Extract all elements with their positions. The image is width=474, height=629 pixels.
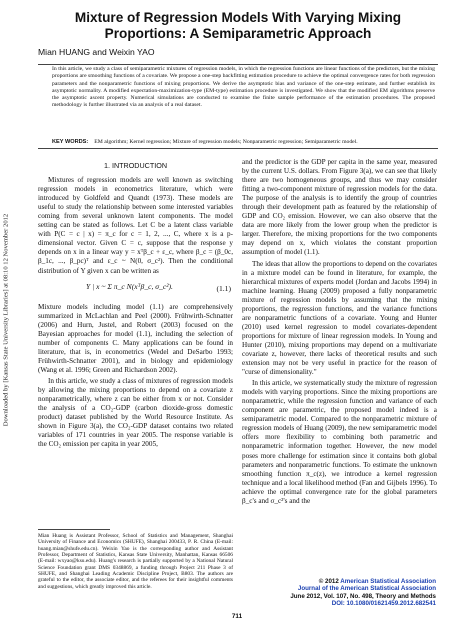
intro-paragraph-2: Mixture models including model (1.1) are comprehensively summarized in McLachlan and Peel (2000). Frühwirth-Schnatter (2006) and Hurn, Justel, and Robert (2003) focused on the Bayesian approaches for model (1.1), including the selection of number of components C. Many applications can be found in literature, that is, in econometrics (Wedel and DeSarbo 1993; Frühwirth-Schnatter 2001), and in biology and epidemiology (Wang et al. 1996; Green and Richardson 2002). xyxy=(38,302,233,374)
journal-name-link[interactable]: Journal of the American Statistical Association xyxy=(297,585,436,593)
keywords-label: KEY WORDS: xyxy=(52,139,89,145)
intro-paragraph-1: Mixtures of regression models are well known as switching regression models in econometrics literature, which were introduced by Goldfeld and Quandt (1973). These models are useful to study the relationship between some interested variables coming from several unknown latent components. The model setting can be stated as follows. Let C be a latent class variable with P(C = c | x) = π_c for c = 1, 2, ..., C, where x is a p-dimensional vector. Given C = c, suppose that the response y depends on x in a linear way y = xᵀβ_c + ε_c, where β_c = (β_0c, β_1c, ..., β_pc)ᵀ and ε_c ~ N(0, σ_c²). Then the conditional distribution of Y given x can be written as xyxy=(38,176,233,275)
page-number: 711 xyxy=(231,613,243,620)
right-column xyxy=(242,158,437,508)
authors: Mian HUANG and Weixin YAO xyxy=(38,47,155,57)
left-column xyxy=(38,158,233,451)
abstract-bottom-rule xyxy=(38,148,438,149)
equation-number: (1.1) xyxy=(216,283,231,293)
author-footnote: Mian Huang is Assistant Professor, School of Statistics and Management, Shanghai University of Finance and Economics (SHUFE), Shanghai 200433, P. R. China (E-mail: huang.mian@shufe.edu.cn). Weixin Yao is the corresponding author and Assistant Professor, Department of Statistics, Kansas State University, Manhattan, Kansas 66506 (E-mail: wxyao@ksu.edu). Huang's research is partially supported by a National Natural Science Foundation grant DMS 0348869, a funding through Project 211 Phase 3 of SHUFE, and Shanghai Leading Academic Discipline Project, B803. The authors are grateful to the editor, the associate editor, and the referees for their insightful comments and suggestions, which greatly improved this article. xyxy=(38,533,233,590)
intro-paragraph-3: In this article, we study a class of mixtures of regression models by allowing the mixing proportions to depend on a covariate z nonparametrically, where z can be either from x or not. Consider the analysis of a CO₂-GDP (carbon dioxide-gross domestic product) dataset published by the World Resource Institute. As shown in Figure 3(a), the CO₂-GDP dataset contains two related variables of 171 countries in year 2005. The response variable is the CO₂ emission per capita in year 2005, xyxy=(38,376,233,449)
copyright-line xyxy=(248,578,436,585)
doi-link[interactable]: DOI: 10.1080/01621459.2012.682541 xyxy=(331,600,436,608)
intro-paragraph-6: In this article, we systematically study the mixture of regression models with varying proportions. Since the mixing proportions are nonparametric, while the regression function and variance of each component are parametric, the proposed model indeed is a semiparametric model. Compared to the nonparametric mixture of regression models of Huang (2009), the new semiparametric model offers more flexibility to combining both parametric and nonparametric information together. However, the new model poses more challenge for estimation since it contains both global parameters and nonparametric functions. To estimate the unknown smoothing function π_c(z), we introduce a kernel regression technique and a local likelihood method (Fan and Gijbels 1996). To achieve the optimal convergence rate for the global parameters β_c's and σ_c²'s and the xyxy=(242,379,437,505)
keywords-line xyxy=(52,139,435,146)
download-notice: Downloaded by [Kansas State University Libraries] at 08:10 12 November 2012 xyxy=(2,213,10,427)
footnote-rule xyxy=(38,529,110,530)
intro-paragraph-5: The ideas that allow the proportions to depend on the covariates in a mixture model can be found in literature, for example, the hierarchical mixtures of experts model (Jordan and Jacobs 1994) in machine learning. Huang (2009) proposed a fully nonparametric mixture of regression models by assuming that the mixing proportions, the regression functions, and the variance functions are nonparametric functions of a covariate. Young and Hunter (2010) used kernel regression to model covariates-dependent proportions for mixture of linear regression models. In Young and Hunter (2010), mixing proportions may depend on a multivariate covariate z, however, there lacks of theoretical results and such extension may not be very useful in practice for the reason of "curse of dimensionality." xyxy=(242,259,437,377)
intro-paragraph-4: and the predictor is the GDP per capita in the same year, measured by the current U.S. dollars. From Figure 3(a), we can see that likely there are two homogeneous groups, and thus we may consider fitting a two-component mixture of regression models for the data. The purpose of the analysis is to identify the group of countries through their development path as featured by the relationship of GDP and CO₂ emission. However, we can also observe that the data are more likely from the lower group when the predictor is larger. Therefore, the mixing proportions for the two components may depend on x, which violates the constant proportion assumption of model (1.1). xyxy=(242,158,437,257)
download-sidebar xyxy=(1,190,11,450)
journal-info xyxy=(248,578,436,608)
equation-body: Y | x ~ Σ π_c N(xᵀβ_c, σ_c²). xyxy=(86,281,173,291)
keywords: EM algorithm; Kernel regression; Mixture of regression models; Nonparametric regression; Semiparametric model. xyxy=(94,139,358,145)
paper-title: Mixture of Regression Models With Varying Mixing Proportions: A Semiparametric Approach xyxy=(74,10,402,41)
abstract: In this article, we study a class of semiparametric mixtures of regression models, in which the regression functions are linear functions of the predictors, but the mixing proportions are smoothing functions of a covariate. We propose a one-step backfitting estimation procedure to achieve the optimal convergence rates for both regression parameters and the nonparametric functions of mixing proportions. We derive the asymptotic bias and variance of the one-step estimate, and further establish its asymptotic normality. A modified expectation-maximization-type (EM-type) estimation procedure is investigated. We show that the modified EM algorithms preserve the asymptotic ascent property. Numerical simulations are conducted to examine the finite sample performance of the estimation procedures. The proposed methodology is further illustrated via an analysis of a real dataset. xyxy=(52,66,435,109)
association-link[interactable]: American Statistical Association xyxy=(340,578,436,585)
copyright: © 2012 xyxy=(318,578,339,585)
section-title: 1. INTRODUCTION xyxy=(103,161,168,170)
journal-issue: June 2012, Vol. 107, No. 498, Theory and Methods xyxy=(290,592,436,600)
abstract-top-rule xyxy=(38,64,438,65)
equation-1-1 xyxy=(38,278,233,300)
